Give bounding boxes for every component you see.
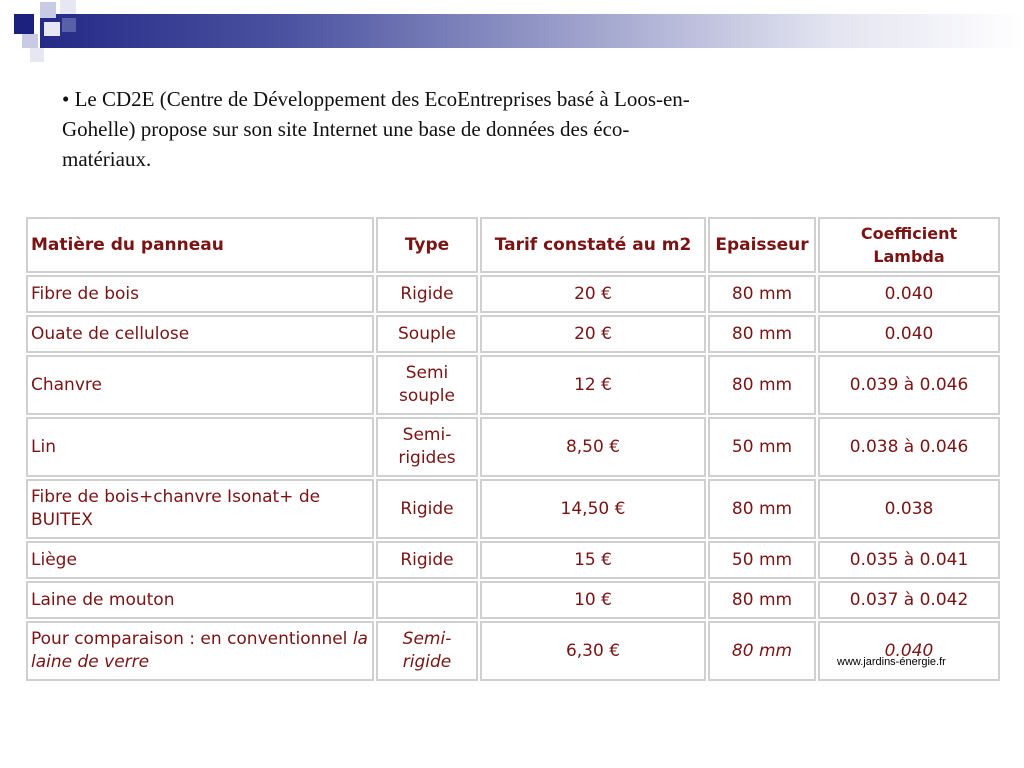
cell-lambda: 0.040 bbox=[818, 621, 1000, 681]
cell-type: Rigide bbox=[376, 541, 478, 579]
table-header-row bbox=[26, 217, 1000, 273]
intro-text: • Le CD2E (Centre de Développement des EcoEntreprises basé à Loos-en-Gohelle) propose sur son site Internet une base de données des éco-matériaux. bbox=[62, 87, 690, 171]
cell-type: Souple bbox=[376, 315, 478, 353]
cell-lambda: 0.037 à 0.042 bbox=[818, 581, 1000, 619]
cell-tarif: 14,50 € bbox=[480, 479, 706, 539]
cell-epaisseur: 80 mm bbox=[708, 621, 816, 681]
decor-square bbox=[14, 14, 34, 34]
table-row bbox=[26, 315, 1000, 353]
cell-matiere: Liège bbox=[26, 541, 374, 579]
cell-type: Rigide bbox=[376, 275, 478, 313]
table-row bbox=[26, 417, 1000, 477]
table-row bbox=[26, 479, 1000, 539]
header-tarif: Tarif constaté au m2 bbox=[480, 217, 706, 273]
cell-matiere: Lin bbox=[26, 417, 374, 477]
table-row bbox=[26, 355, 1000, 415]
decor-square bbox=[40, 2, 56, 18]
decor-square bbox=[44, 22, 60, 36]
cell-tarif: 10 € bbox=[480, 581, 706, 619]
cell-lambda: 0.039 à 0.046 bbox=[818, 355, 1000, 415]
materials-table bbox=[24, 215, 1002, 683]
header-epaisseur: Epaisseur bbox=[708, 217, 816, 273]
cell-lambda: 0.040 bbox=[818, 275, 1000, 313]
comparison-label: Pour comparaison : en conventionnel bbox=[31, 629, 353, 649]
cell-tarif: 12 € bbox=[480, 355, 706, 415]
decor-square bbox=[30, 48, 44, 62]
decor-square bbox=[60, 0, 76, 14]
cell-tarif: 20 € bbox=[480, 275, 706, 313]
cell-epaisseur: 80 mm bbox=[708, 315, 816, 353]
cell-epaisseur: 80 mm bbox=[708, 479, 816, 539]
cell-lambda: 0.038 à 0.046 bbox=[818, 417, 1000, 477]
cell-epaisseur: 50 mm bbox=[708, 417, 816, 477]
cell-lambda: 0.040 bbox=[818, 315, 1000, 353]
cell-lambda: 0.035 à 0.041 bbox=[818, 541, 1000, 579]
cell-tarif: 15 € bbox=[480, 541, 706, 579]
table-row bbox=[26, 581, 1000, 619]
cell-type: Semi-rigide bbox=[376, 621, 478, 681]
cell-epaisseur: 80 mm bbox=[708, 275, 816, 313]
table-row bbox=[26, 275, 1000, 313]
cell-type: Semi souple bbox=[376, 355, 478, 415]
header-matiere: Matière du panneau bbox=[26, 217, 374, 273]
cell-matiere: Fibre de bois+chanvre Isonat+ de BUITEX bbox=[26, 479, 374, 539]
cell-matiere: Fibre de bois bbox=[26, 275, 374, 313]
header-type: Type bbox=[376, 217, 478, 273]
cell-tarif: 8,50 € bbox=[480, 417, 706, 477]
cell-epaisseur: 50 mm bbox=[708, 541, 816, 579]
cell-epaisseur: 80 mm bbox=[708, 355, 816, 415]
cell-matiere: Laine de mouton bbox=[26, 581, 374, 619]
cell-lambda: 0.038 bbox=[818, 479, 1000, 539]
decor-square bbox=[22, 34, 38, 48]
cell-tarif: 20 € bbox=[480, 315, 706, 353]
header-band bbox=[40, 14, 1024, 48]
cell-epaisseur: 80 mm bbox=[708, 581, 816, 619]
cell-type bbox=[376, 581, 478, 619]
table-row bbox=[26, 541, 1000, 579]
cell-tarif: 6,30 € bbox=[480, 621, 706, 681]
cell-matiere: Chanvre bbox=[26, 355, 374, 415]
decor-square bbox=[62, 18, 76, 32]
cell-type: Semi-rigides bbox=[376, 417, 478, 477]
comparison-material: la laine de verre bbox=[31, 629, 368, 672]
cell-matiere bbox=[26, 621, 374, 681]
cell-matiere: Ouate de cellulose bbox=[26, 315, 374, 353]
header-lambda: Coefficient Lambda bbox=[818, 217, 1000, 273]
table-row bbox=[26, 621, 1000, 681]
cell-type: Rigide bbox=[376, 479, 478, 539]
source-credit: www.jardins-énergie.fr bbox=[837, 656, 946, 668]
